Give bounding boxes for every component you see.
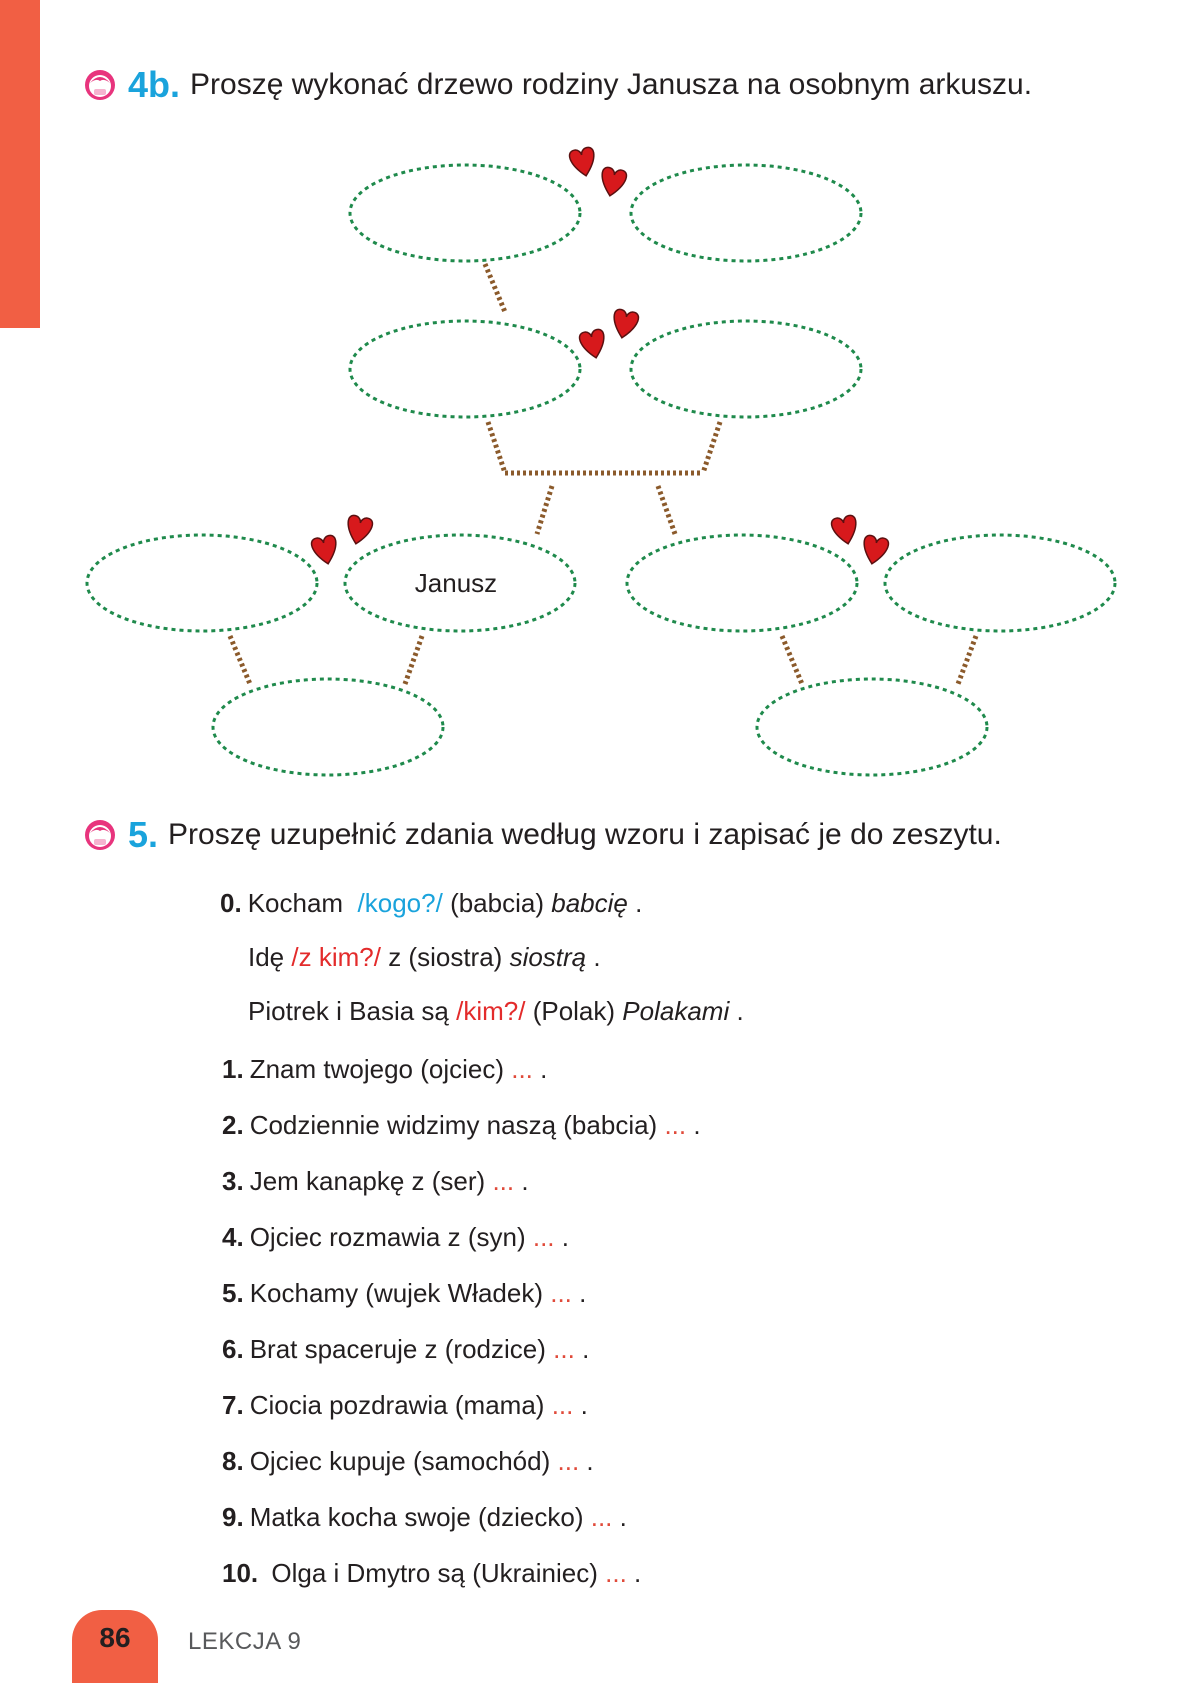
exercise-instruction: Proszę uzupełnić zdania według wzoru i zapisać je do zeszytu. — [168, 818, 1002, 851]
page-number-tab — [72, 1610, 158, 1683]
heart-icon — [598, 166, 628, 198]
exercise-5-heading — [84, 814, 1002, 856]
oval-sibling — [627, 535, 857, 631]
pink-head-icon — [84, 819, 116, 851]
heart-icon — [610, 308, 640, 340]
exercise-item: 6. Brat spaceruje z (rodzice) ... . — [222, 1334, 590, 1364]
heart-icon — [568, 146, 598, 178]
lesson-label: LEKCJA 9 — [188, 1628, 302, 1655]
oval-parent-1 — [350, 321, 580, 417]
example-line-1: Idę /z kim?/ z (siostra) siostrą . — [248, 942, 601, 972]
exercise-item: 5. Kochamy (wujek Władek) ... . — [222, 1278, 587, 1308]
blank-dots: ... — [550, 1278, 572, 1308]
connector-janusz-child-left — [230, 636, 250, 684]
hearts — [310, 146, 889, 566]
exercise-item: 10. Olga i Dmytro są (Ukrainiec) ... . — [222, 1558, 642, 1588]
connector-janusz-child-right — [405, 636, 422, 684]
blank-dots: ... — [551, 1390, 574, 1420]
oval-grandparent-2 — [631, 165, 861, 261]
exercise-item: 3. Jem kanapkę z (ser) ... . — [222, 1166, 529, 1196]
blank-dots: ... — [532, 1222, 555, 1252]
exercise-item: 9. Matka kocha swoje (dziecko) ... . — [222, 1502, 627, 1532]
exercise-4b-heading — [84, 64, 1032, 106]
connector-parent-sibling-bar-right — [703, 422, 720, 473]
blank-dots: ... — [511, 1054, 533, 1084]
page-number: 86 — [99, 1622, 131, 1653]
heart-icon — [860, 534, 890, 566]
heart-icon — [344, 514, 374, 546]
blank-dots: ... — [557, 1446, 580, 1476]
blank-dots: ... — [590, 1502, 613, 1532]
example-answer: Polakami — [622, 996, 730, 1026]
exercise-item: 2. Codziennie widzimy naszą (babcia) ... . — [222, 1110, 701, 1140]
exercise-instruction: Proszę wykonać drzewo rodziny Janusza na osobnym arkuszu. — [190, 68, 1033, 101]
oval-janusz-child — [213, 679, 443, 775]
connector-grandparents-parent — [485, 264, 505, 312]
example-line-0: 0. Kocham /kogo?/ (babcia) babcię . — [220, 888, 643, 918]
heart-icon — [830, 514, 860, 546]
exercise-number: 5. — [128, 814, 159, 855]
oval-janusz-spouse — [87, 535, 317, 631]
question-hint: /kogo?/ — [357, 888, 443, 918]
example-answer: siostrą — [509, 942, 587, 972]
pink-head-icon — [84, 69, 116, 101]
connector-sibling-child-right — [958, 636, 976, 684]
example-line-2: Piotrek i Basia są /kim?/ (Polak) Polakami . — [248, 996, 744, 1026]
tree-connectors — [230, 264, 976, 684]
exercise-item: 4. Ojciec rozmawia z (syn) ... . — [222, 1222, 569, 1252]
connector-sibling-child-left — [782, 636, 802, 684]
family-tree-diagram — [0, 140, 1190, 780]
oval-sibling-spouse — [885, 535, 1115, 631]
blank-dots: ... — [553, 1334, 575, 1364]
blank-dots: ... — [664, 1110, 687, 1140]
person-label-janusz: Janusz — [414, 568, 498, 598]
oval-sibling-child — [757, 679, 987, 775]
example-answer: babcię — [551, 888, 628, 918]
question-hint: /z kim?/ — [291, 942, 381, 972]
blank-dots: ... — [492, 1166, 515, 1196]
oval-grandparent-1 — [350, 165, 580, 261]
connector-to-sibling — [658, 486, 675, 534]
exercise-item: 1. Znam twojego (ojciec) ... . — [222, 1054, 548, 1084]
heart-icon — [578, 328, 608, 360]
exercise-item: 7. Ciocia pozdrawia (mama) ... . — [222, 1390, 588, 1420]
question-hint: /kim?/ — [456, 996, 526, 1026]
heart-icon — [310, 534, 340, 566]
exercise-number: 4b. — [128, 64, 181, 105]
connector-parent-sibling-bar-left — [488, 422, 505, 473]
oval-parent-2 — [631, 321, 861, 417]
exercise-item: 8. Ojciec kupuje (samochód) ... . — [222, 1446, 594, 1476]
connector-to-janusz — [537, 486, 552, 534]
blank-dots: ... — [605, 1558, 627, 1588]
